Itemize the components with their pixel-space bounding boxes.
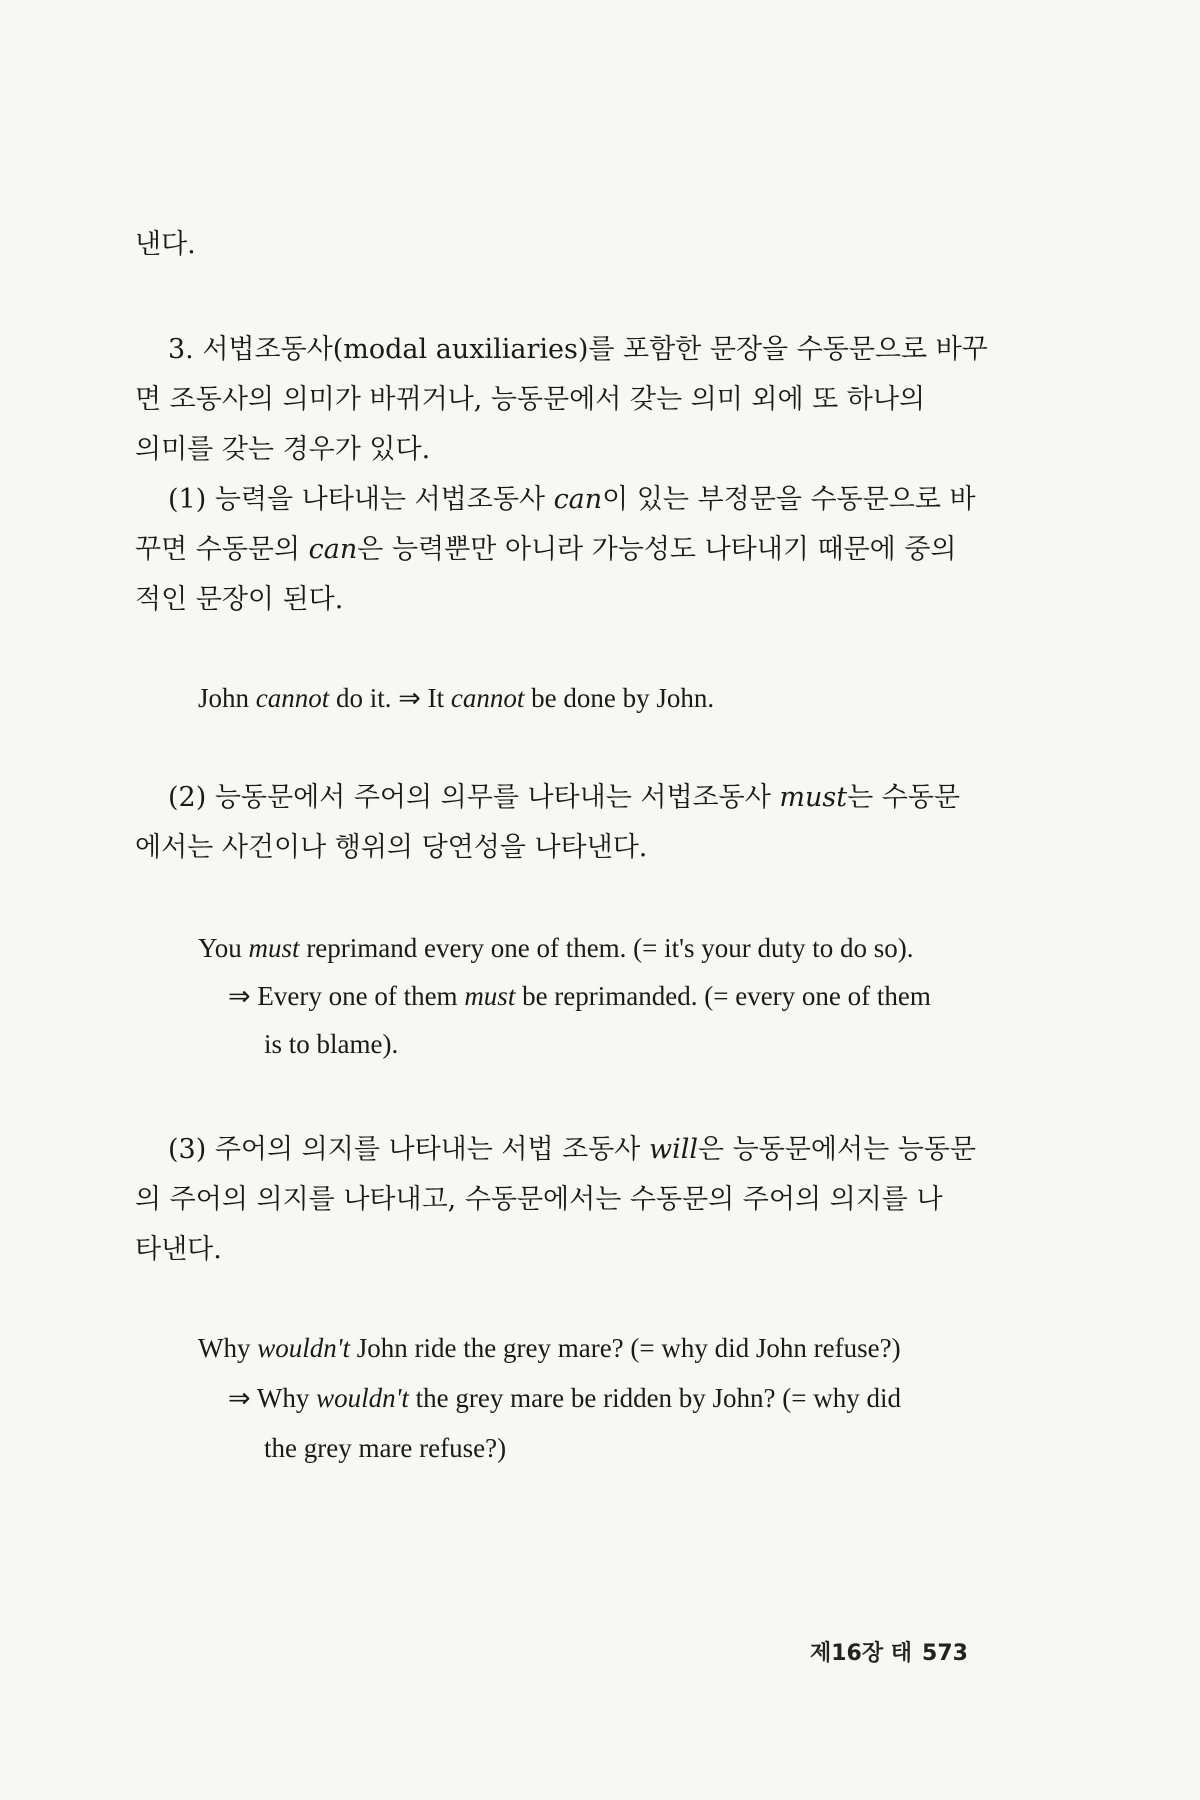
text-run: 적인 문장이 된다.: [135, 584, 344, 615]
text-run: 면 조동사의 의미가 바뀌거나, 능동문에서 갖는 의미 외에 또 하나의: [135, 384, 926, 415]
text-run: 는 수동문: [847, 782, 961, 813]
sub1-line-2: [135, 530, 957, 570]
text-run: be reprimanded. (= every one of them: [515, 981, 931, 1011]
sub3-line-3: [135, 1230, 222, 1270]
text-run-italic: can: [553, 484, 603, 515]
text-run: 의미를 갖는 경우가 있다.: [135, 434, 431, 465]
text-run: reprimand every one of them. (= it's your duty to do so).: [299, 933, 914, 963]
text-run: the grey mare refuse?): [264, 1433, 507, 1463]
text-run: You: [198, 933, 249, 963]
sub3-line-1: [168, 1130, 976, 1170]
text-run: ⇒ Why: [228, 1383, 317, 1413]
text-run-italic: will: [648, 1134, 699, 1165]
text-run: 타낸다.: [135, 1234, 222, 1265]
example-2-line-1: [198, 928, 914, 968]
text-run: be done by John.: [524, 683, 715, 713]
text-run-italic: wouldn't: [316, 1383, 409, 1413]
example-3-line-3: [264, 1428, 506, 1468]
text-run-italic: wouldn't: [257, 1333, 351, 1363]
text-run: do it. ⇒ It: [329, 683, 451, 713]
text-run: 의 주어의 의지를 나타내고, 수동문에서는 수동문의 주어의 의지를 나: [135, 1184, 943, 1215]
text-run-italic: cannot: [450, 683, 525, 713]
example-1: [198, 678, 714, 718]
page-footer: [810, 1638, 968, 1670]
text-run-italic: cannot: [255, 683, 330, 713]
text-run: ⇒ Every one of them: [228, 981, 465, 1011]
text-run: 3. 서법조동사(modal auxiliaries)를 포함한 문장을 수동문으로 바꾸: [168, 334, 988, 365]
text-run-italic: must: [464, 981, 516, 1011]
text-run: 은 능동문에서는 능동문: [698, 1134, 977, 1165]
text-run: 이 있는 부정문을 수동문으로 바: [602, 484, 976, 515]
text-run-italic: must: [779, 782, 848, 813]
para3-line-2: [135, 380, 925, 420]
text-run: is to blame).: [264, 1029, 399, 1059]
page-number: 573: [922, 1641, 968, 1666]
text-run: (3) 주어의 의지를 나타내는 서법 조동사: [168, 1134, 649, 1165]
text-run: John ride the grey mare? (= why did John refuse?): [350, 1333, 901, 1363]
para3-line-3: [135, 430, 430, 470]
sub2-line-2: [135, 828, 647, 868]
example-2-line-2: [228, 976, 931, 1016]
example-3-line-1: [198, 1328, 901, 1368]
text-run: Why: [198, 1333, 258, 1363]
text-run: (2) 능동문에서 주어의 의무를 나타내는 서법조동사: [168, 782, 780, 813]
chapter-title: 제16장 태: [810, 1641, 913, 1666]
text-run: John: [198, 683, 256, 713]
text-run: the grey mare be ridden by John? (= why did: [408, 1383, 902, 1413]
text-run-italic: can: [308, 534, 358, 565]
text-run: 낸다.: [135, 229, 196, 260]
para3-line-1: [168, 330, 988, 370]
text-run-italic: must: [248, 933, 300, 963]
sub3-line-2: [135, 1180, 943, 1220]
example-2-line-3: [264, 1024, 398, 1064]
text-run: 꾸면 수동문의: [135, 534, 309, 565]
text-run: (1) 능력을 나타내는 서법조동사: [168, 484, 554, 515]
sub1-line-1: [168, 480, 976, 520]
text-run: 은 능력뿐만 아니라 가능성도 나타내기 때문에 중의: [357, 534, 957, 565]
text-run: 에서는 사건이나 행위의 당연성을 나타낸다.: [135, 832, 648, 863]
sub2-line-1: [168, 778, 960, 818]
example-3-line-2: [228, 1378, 901, 1418]
body-line-continuation: [135, 225, 196, 265]
sub1-line-3: [135, 580, 343, 620]
